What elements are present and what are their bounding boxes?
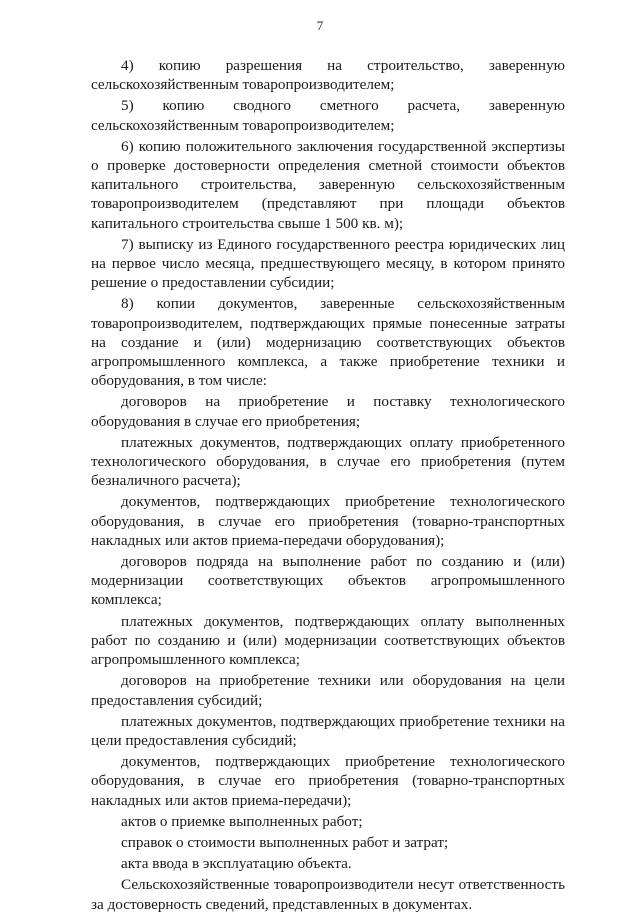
document-body [91, 56, 565, 916]
paragraph-item-6: 6) копию положительного заключения государственной экспертизы о проверке достоверности определения сметной стоимости объектов капитального строительства, заверенную сельскохозяйственным товаропроизводителем (представляют при площади объектов капитального строительства свыше 1 500 кв. м); [91, 137, 565, 232]
paragraph-subitem: справок о стоимости выполненных работ и затрат; [121, 833, 449, 851]
paragraph-subitem: платежных документов, подтверждающих приобретение техники на цели предоставления субсидий; [91, 712, 565, 749]
paragraph-item-4: 4) копию разрешения на строительство, заверенную сельскохозяйственным товаропроизводителем; [91, 57, 565, 94]
paragraph-subitem: акта ввода в эксплуатацию объекта. [121, 855, 352, 873]
paragraph-subitem: договоров подряда на выполнение работ по созданию и (или) модернизации соответствующих объектов агропромышленного комплекса; [91, 553, 565, 609]
paragraph-subitem: платежных документов, подтверждающих оплату приобретенного технологического оборудования, в случае его приобретения (путем безналичного расчета); [91, 433, 565, 490]
paragraph-item-5: 5) копию сводного сметного расчета, заверенную сельскохозяйственным товаропроизводителем; [91, 97, 565, 134]
page-number: 7 [316, 18, 324, 33]
paragraph-item-7: 7) выписку из Единого государственного реестра юридических лиц на первое число месяца, предшествующего месяцу, в котором принято решение о предоставлении субсидии; [91, 235, 565, 292]
paragraph-subitem: договоров на приобретение и поставку технологического оборудования в случае его приобретения; [91, 393, 565, 430]
paragraph-responsibility: Сельскохозяйственные товаропроизводители несут ответственность за достоверность сведений, представленных в документах. [91, 876, 565, 913]
paragraph-subitem: документов, подтверждающих приобретение технологического оборудования, в случае его приобретения (товарно-транспортных накладных или актов приема-передачи); [91, 753, 565, 809]
paragraph-item-8: 8) копии документов, заверенные сельскохозяйственным товаропроизводителем, подтверждающих прямые понесенные затраты на создание и (или) модернизацию соответствующих объектов агропромышленного комплекса, а также приобретение техники и оборудования, в том числе: [91, 295, 565, 390]
paragraph-subitem: документов, подтверждающих приобретение технологического оборудования, в случае его приобретения (товарно-транспортных накладных или актов приема-передачи оборудования); [91, 493, 565, 549]
paragraph-subitem: договоров на приобретение техники или оборудования на цели предоставления субсидий; [91, 672, 565, 709]
paragraph-subitem: платежных документов, подтверждающих оплату выполненных работ по созданию и (или) модернизации соответствующих объектов агропромышленного комплекса; [91, 612, 565, 669]
paragraph-subitem: актов о приемке выполненных работ; [121, 812, 363, 830]
